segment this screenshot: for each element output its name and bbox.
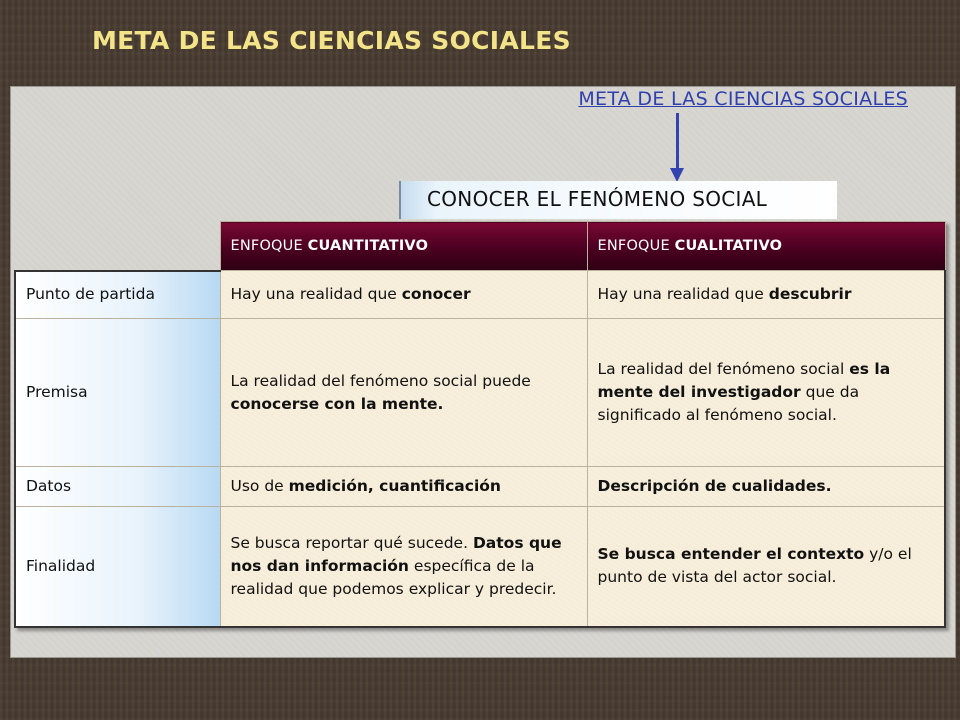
arrow-down-icon: [670, 168, 684, 182]
cell-cualitativo: [587, 467, 945, 507]
cell-cualitativo: [587, 271, 945, 319]
cell-cuantitativo: [220, 271, 587, 319]
meta-link[interactable]: META DE LAS CIENCIAS SOCIALES: [578, 88, 908, 110]
slide-title: META DE LAS CIENCIAS SOCIALES: [92, 26, 571, 55]
header-pre: ENFOQUE: [230, 237, 308, 254]
cell-text-bold: conocerse con la mente.: [230, 394, 444, 413]
cell-text: y/o el punto de vista del actor social.: [597, 545, 912, 587]
cell-text-bold: descubrir: [768, 285, 852, 303]
header-cuantitativo: [220, 222, 587, 271]
header-bold: CUANTITATIVO: [307, 237, 429, 254]
cell-text: La realidad del fenómeno social puede: [230, 371, 531, 390]
concept-box: [399, 181, 837, 219]
cell-text-bold: Descripción de cualidades.: [597, 477, 832, 495]
row-label: Finalidad: [15, 507, 220, 627]
cell-text: Uso de: [230, 477, 289, 495]
table-row: [15, 467, 945, 507]
cell-cuantitativo: [220, 467, 587, 507]
connector-arrow-line: [676, 113, 679, 170]
cell-text: Se busca reportar qué sucede.: [230, 533, 473, 552]
cell-cualitativo: [587, 319, 945, 467]
comparison-table: [14, 221, 946, 628]
cell-text: Hay una realidad que: [597, 285, 769, 303]
header-bold: CUALITATIVO: [674, 237, 783, 254]
row-label: Punto de partida: [15, 271, 220, 319]
cell-cuantitativo: [220, 319, 587, 467]
header-cualitativo: [587, 222, 945, 271]
table-row: [15, 507, 945, 627]
cell-text: específica de la realidad que podemos explicar y predecir.: [230, 556, 557, 598]
cell-text: La realidad del fenómeno social: [597, 360, 850, 378]
concept-label: CONOCER EL FENÓMENO SOCIAL: [427, 187, 768, 211]
table-row: [15, 319, 945, 467]
cell-text-bold: Datos que nos dan información: [230, 533, 562, 575]
cell-cualitativo: [587, 507, 945, 627]
table-header-row: [15, 222, 945, 271]
header-pre: ENFOQUE: [597, 237, 675, 254]
cell-text-bold: Se busca entender el contexto: [597, 545, 865, 564]
header-blank-cell: [15, 222, 220, 271]
table-row: [15, 271, 945, 319]
cell-text: que da significado al fenómeno social.: [597, 383, 860, 424]
cell-cuantitativo: [220, 507, 587, 627]
row-label: Datos: [15, 467, 220, 507]
cell-text-bold: conocer: [401, 285, 471, 303]
cell-text: Hay una realidad que: [230, 285, 402, 303]
row-label: Premisa: [15, 319, 220, 467]
cell-text-bold: medición, cuantificación: [288, 477, 501, 495]
cell-text-bold: es la mente del investigador: [597, 360, 891, 401]
